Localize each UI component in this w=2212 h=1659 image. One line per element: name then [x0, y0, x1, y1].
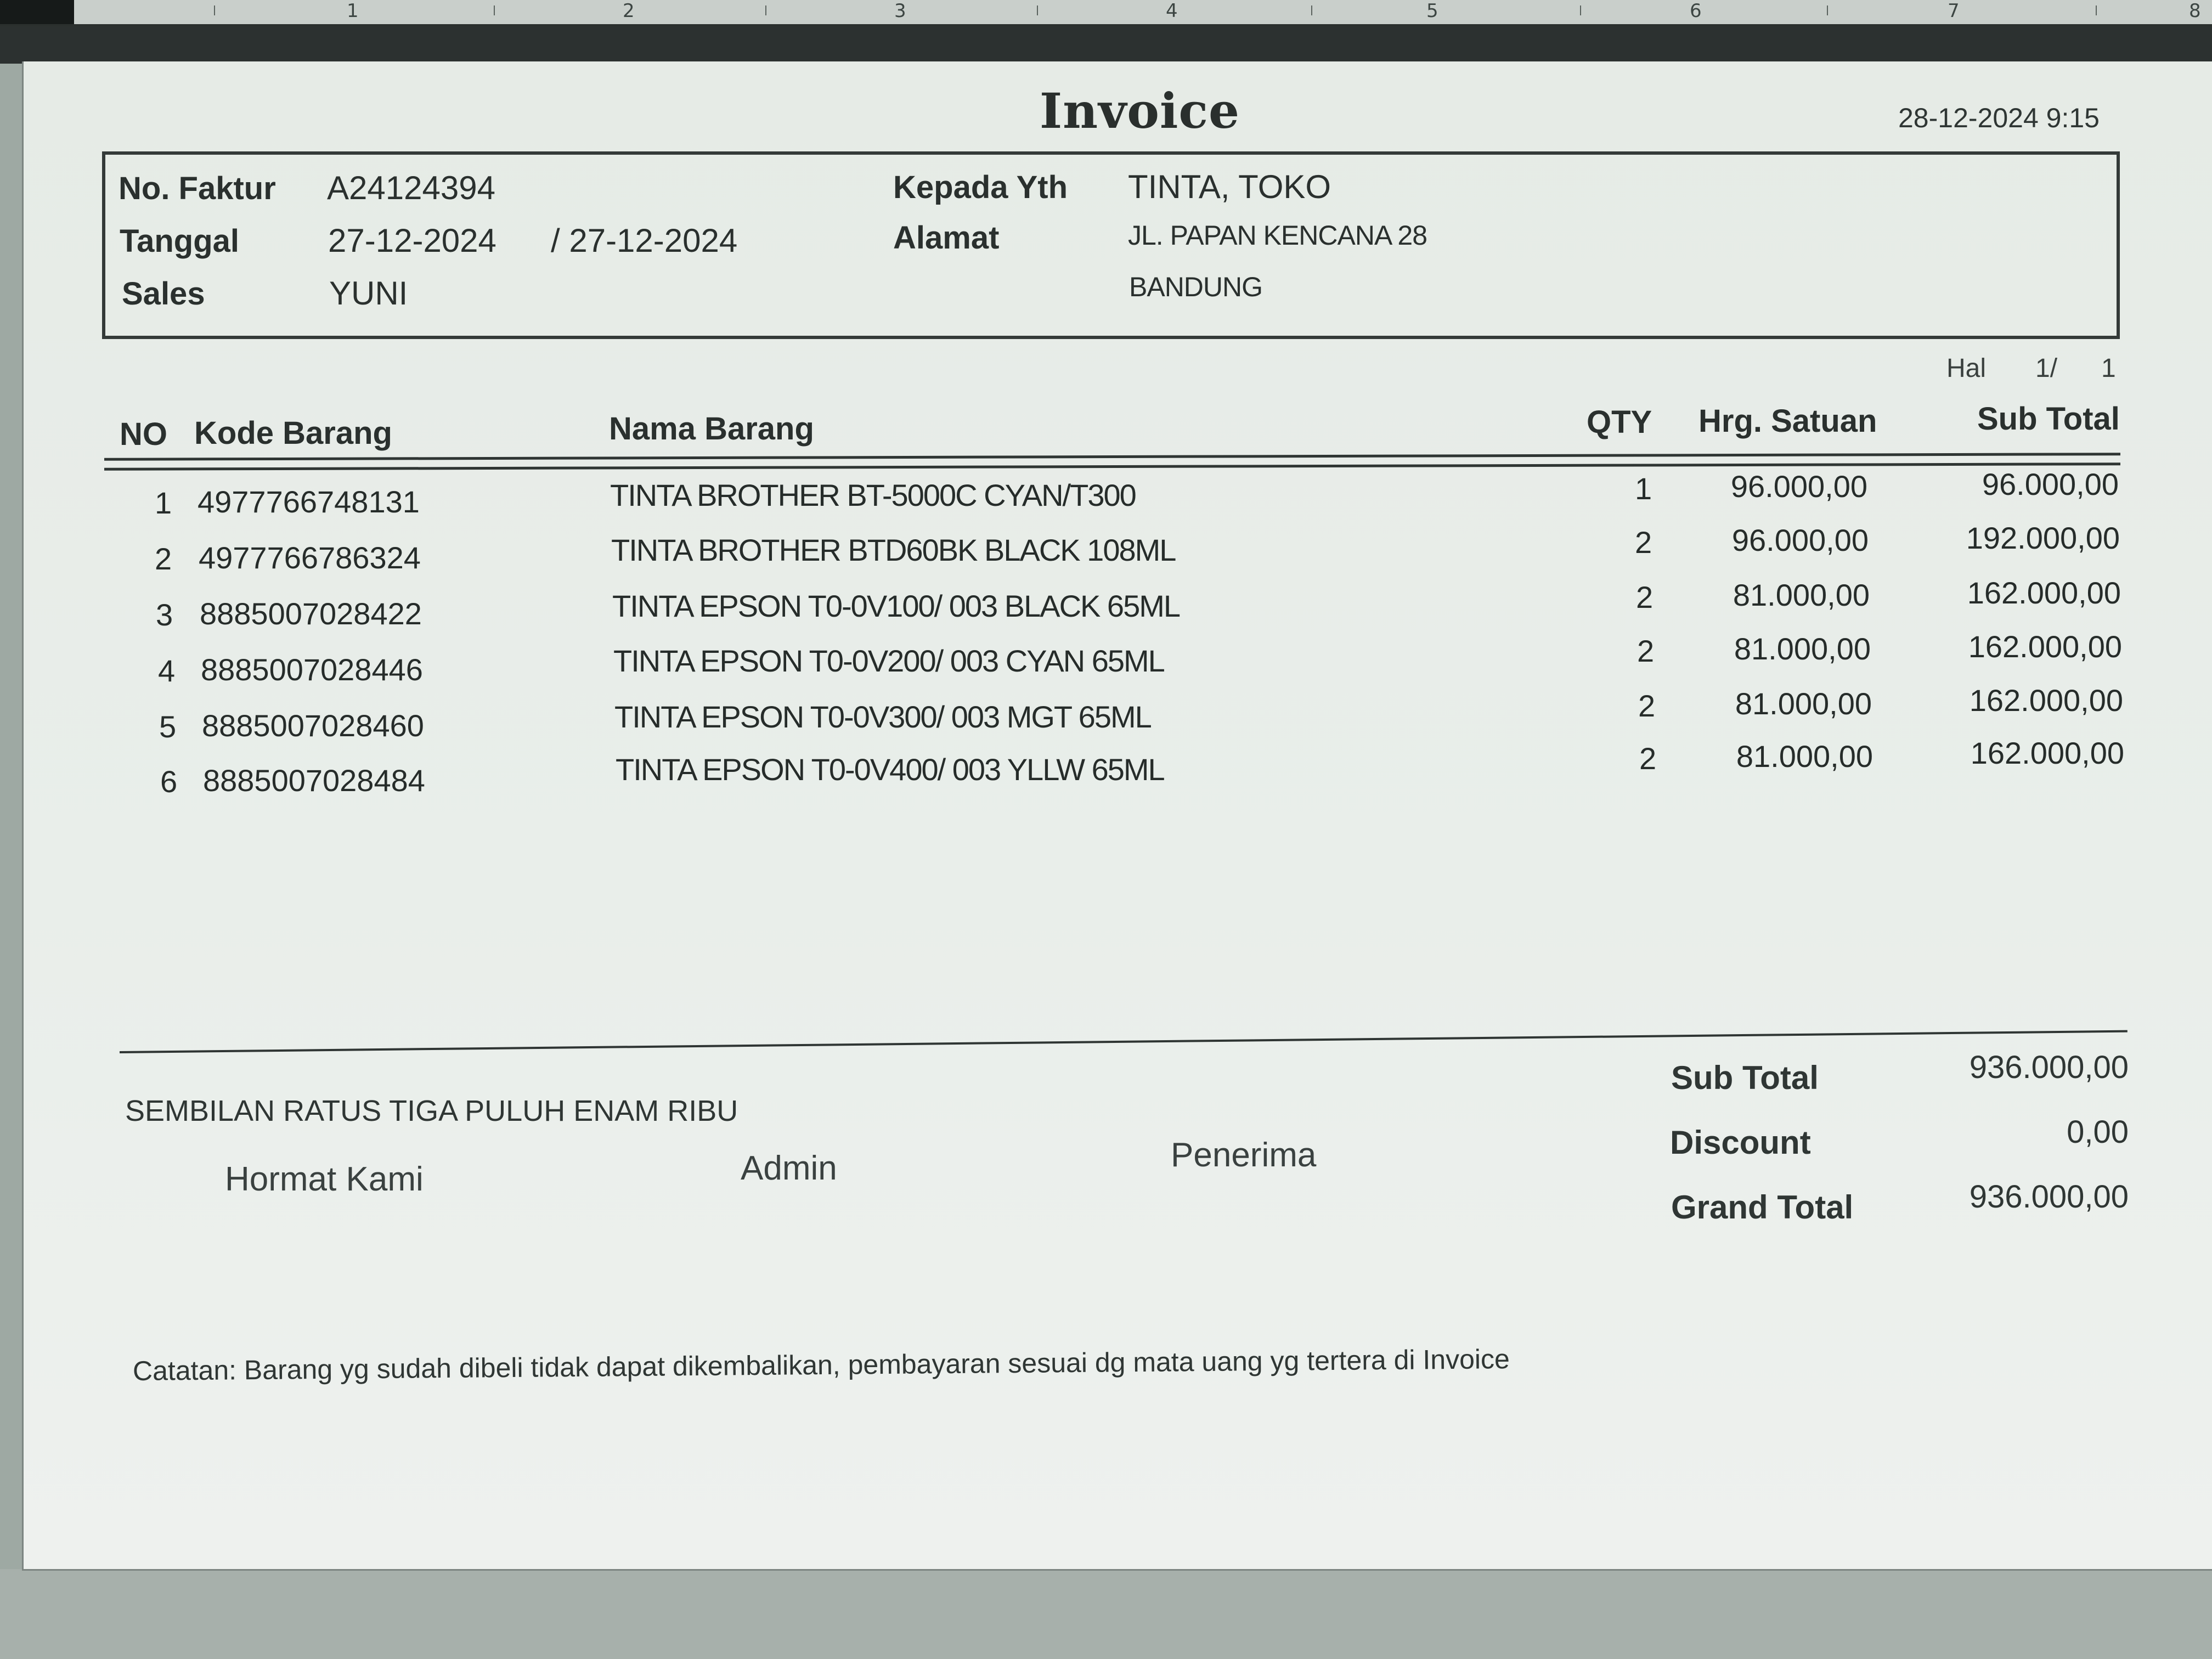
workspace-background: [0, 1569, 2212, 1659]
row-harga: 96.000,00: [1730, 469, 1867, 504]
horizontal-ruler[interactable]: [0, 0, 2212, 26]
col-no-header: NO: [120, 416, 167, 452]
row-qty: 2: [1638, 689, 1656, 723]
subtotal-label: Sub Total: [1671, 1059, 1819, 1096]
workspace-band: [0, 26, 2212, 64]
kepada-value: TINTA, TOKO: [1128, 168, 1331, 205]
ruler-number: 3: [894, 0, 906, 22]
row-subtotal: 162.000,00: [1969, 683, 2123, 718]
row-harga: 81.000,00: [1733, 578, 1870, 612]
col-subtotal-header: Sub Total: [1977, 401, 2120, 437]
row-nama: TINTA BROTHER BT-5000C CYAN/T300: [610, 478, 1136, 512]
no-faktur-label: No. Faktur: [119, 171, 276, 206]
row-subtotal: 96.000,00: [1982, 467, 2119, 501]
row-kode: 4977766786324: [199, 540, 421, 575]
no-faktur-value: A24124394: [327, 170, 495, 206]
kepada-label: Kepada Yth: [893, 170, 1068, 205]
row-nama: TINTA EPSON T0-0V100/ 003 BLACK 65ML: [612, 589, 1180, 623]
ruler-number: 7: [1948, 0, 1960, 22]
grand-total-label: Grand Total: [1671, 1189, 1854, 1226]
page-label: Hal: [1946, 354, 1987, 383]
row-no: 6: [160, 764, 178, 799]
tanggal-label: Tanggal: [120, 223, 240, 259]
ruler-tick: [1580, 5, 1581, 15]
row-subtotal: 162.000,00: [1970, 736, 2124, 770]
row-qty: 2: [1639, 741, 1657, 776]
alamat-label: Alamat: [893, 220, 1000, 256]
row-kode: 8885007028460: [202, 708, 424, 743]
signature-admin: Admin: [741, 1149, 837, 1187]
ruler-tick: [494, 5, 495, 15]
ruler-number: 1: [347, 0, 359, 22]
col-nama-header: Nama Barang: [609, 411, 814, 447]
row-kode: 4977766748131: [198, 484, 420, 519]
ruler-tick: [765, 5, 766, 15]
row-no: 2: [155, 541, 172, 576]
row-subtotal: 192.000,00: [1966, 521, 2120, 555]
ruler-corner: [0, 0, 74, 24]
row-harga: 96.000,00: [1731, 523, 1869, 557]
col-qty-header: QTY: [1587, 404, 1652, 440]
col-kode-header: Kode Barang: [194, 415, 392, 451]
row-nama: TINTA BROTHER BTD60BK BLACK 108ML: [611, 533, 1176, 567]
row-qty: 2: [1637, 634, 1655, 668]
ruler-tick: [214, 5, 215, 15]
ruler-tick: [2096, 5, 2097, 15]
row-harga: 81.000,00: [1735, 686, 1872, 721]
discount-value: 0,00: [2067, 1114, 2129, 1150]
invoice-note: Catatan: Barang yg sudah dibeli tidak dapat dikembalikan, pembayaran sesuai dg mata uang yg tertera di Invoice: [132, 1344, 1510, 1386]
row-no: 5: [159, 709, 177, 744]
alamat-line-2: BANDUNG: [1129, 272, 1263, 302]
row-subtotal: 162.000,00: [1967, 575, 2121, 610]
row-nama: TINTA EPSON T0-0V300/ 003 MGT 65ML: [614, 699, 1151, 734]
sales-value: YUNI: [329, 275, 408, 312]
sales-label: Sales: [122, 276, 205, 312]
ruler-tick: [1037, 5, 1038, 15]
page-total: 1: [2101, 354, 2116, 383]
ruler-number: 5: [1426, 0, 1438, 22]
row-kode: 8885007028422: [200, 596, 422, 631]
invoice-title: Invoice: [1040, 82, 1240, 139]
row-no: 1: [155, 486, 172, 520]
row-subtotal: 162.000,00: [1968, 629, 2122, 664]
row-qty: 1: [1635, 471, 1652, 506]
signature-hormat-kami: Hormat Kami: [225, 1160, 424, 1198]
ruler-number: 6: [1690, 0, 1702, 22]
col-harga-header: Hrg. Satuan: [1699, 403, 1877, 439]
row-no: 4: [158, 653, 176, 688]
row-no: 3: [156, 597, 173, 632]
row-qty: 2: [1636, 580, 1654, 614]
grand-total-value: 936.000,00: [1969, 1179, 2129, 1215]
signature-penerima: Penerima: [1171, 1136, 1317, 1174]
ruler-number: 2: [623, 0, 635, 22]
subtotal-value: 936.000,00: [1969, 1049, 2129, 1085]
row-qty: 2: [1635, 525, 1652, 560]
discount-label: Discount: [1670, 1124, 1811, 1161]
print-datetime: 28-12-2024 9:15: [1898, 103, 2100, 133]
row-harga: 81.000,00: [1736, 739, 1873, 774]
ruler-tick: [1311, 5, 1312, 15]
row-nama: TINTA EPSON T0-0V400/ 003 YLLW 65ML: [616, 752, 1164, 787]
row-kode: 8885007028484: [203, 763, 425, 798]
amount-in-words: SEMBILAN RATUS TIGA PULUH ENAM RIBU: [125, 1094, 738, 1127]
row-kode: 8885007028446: [201, 652, 423, 687]
tanggal-to: / 27-12-2024: [551, 222, 738, 259]
row-harga: 81.000,00: [1734, 631, 1871, 666]
alamat-line-1: JL. PAPAN KENCANA 28: [1128, 220, 1427, 251]
ruler-tick: [1827, 5, 1828, 15]
page-current: 1/: [2035, 354, 2058, 383]
ruler-number: 4: [1166, 0, 1178, 22]
tanggal-from: 27-12-2024: [328, 222, 496, 259]
row-nama: TINTA EPSON T0-0V200/ 003 CYAN 65ML: [613, 644, 1164, 678]
ruler-number: 8: [2189, 0, 2201, 22]
